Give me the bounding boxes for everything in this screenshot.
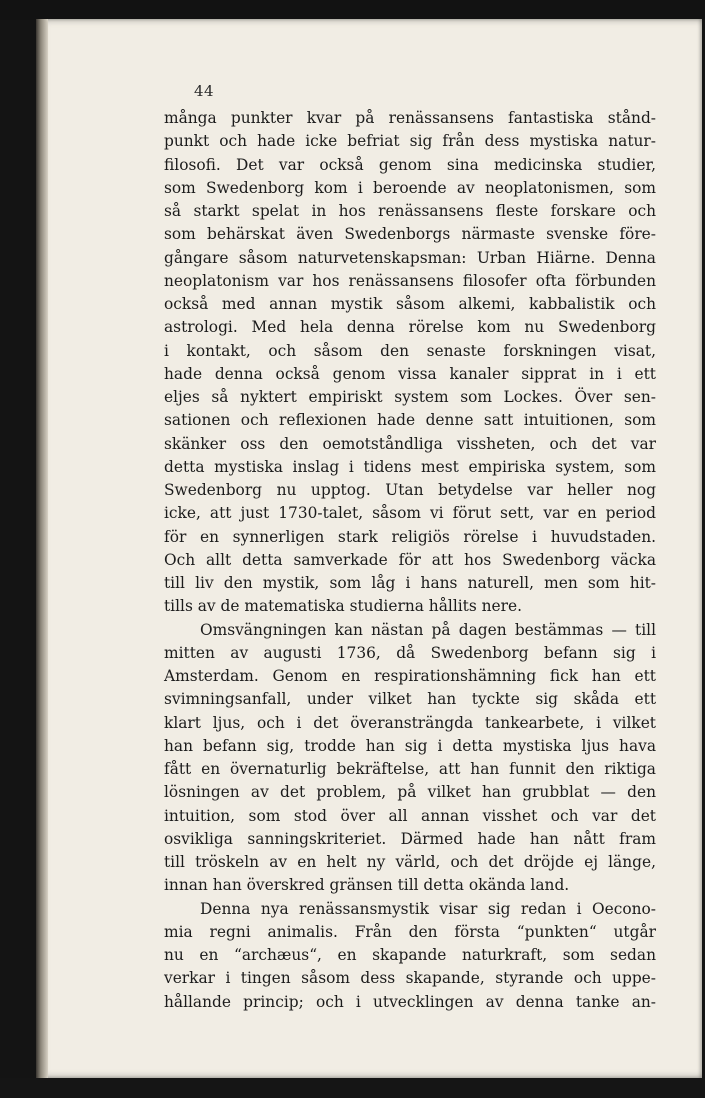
text-line: till liv den mystik, som låg i hans naturell, men som hit- (164, 574, 656, 592)
text-line: filosofi. Det var också genom sina medicinska studier, (164, 155, 656, 174)
text-line: hållande princip; och i utvecklingen av denna tanke an- (164, 992, 656, 1011)
page-gutter (36, 19, 48, 1078)
text-line: hade denna också genom vissa kanaler sipprat in i ett (164, 364, 656, 383)
text-line: många punkter kvar på renässansens fantastiska stånd- (164, 109, 656, 127)
scan-bottom-border (0, 1078, 705, 1098)
text-line: innan han överskred gränsen till detta okända land. (164, 876, 570, 895)
text-line: Swedenborg nu upptog. Utan betydelse var heller nog (164, 481, 656, 499)
text-line: lösningen av det problem, på vilket han grubblat — den (164, 783, 656, 802)
text-line: gångare såsom naturvetenskapsman: Urban Hiärne. Denna (164, 248, 656, 267)
text-line: astrologi. Med hela denna rörelse kom nu Swedenborg (164, 318, 656, 337)
text-line: han befann sig, trodde han sig i detta mystiska ljus hava (164, 736, 656, 755)
text-line: så starkt spelat in hos renässansens fleste forskare och (164, 202, 656, 220)
text-line: i kontakt, och såsom den senaste forskningen visat, (164, 341, 656, 360)
text-line: detta mystiska inslag i tidens mest empiriska system, som (164, 457, 656, 476)
text-line: icke, att just 1730-talet, såsom vi förut sett, var en period (164, 504, 656, 523)
text-line: svimningsanfall, under vilket han tyckte sig skåda ett (164, 690, 656, 709)
text-line: tills av de matematiska studierna hållits nere. (164, 597, 523, 616)
text-line: för en synnerligen stark religiös rörelse i huvudstaden. (164, 527, 656, 546)
text-line: skänker oss den oemotståndliga vissheten, och det var (164, 434, 656, 453)
text-line: intuition, som stod över all annan visshet och var det (164, 806, 656, 825)
text-line: verkar i tingen såsom dess skapande, styrande och uppe- (164, 969, 656, 988)
text-line: fått en övernaturlig bekräftelse, att han funnit den riktiga (164, 760, 656, 778)
text-line: också med annan mystik såsom alkemi, kabbalistik och (164, 295, 656, 313)
page-number: 44 (194, 82, 215, 100)
text-line: neoplatonism var hos renässansens filosofer ofta förbunden (164, 271, 656, 290)
text-line: Och allt detta samverkade för att hos Swedenborg väcka (164, 550, 656, 569)
text-line: osvikliga sanningskriteriet. Därmed hade han nått fram (164, 829, 656, 848)
text-line: Amsterdam. Genom en respirationshämning fick han ett (164, 667, 656, 685)
text-line: Omsvängningen kan nästan på dagen bestämmas — till (200, 620, 656, 639)
body-text (164, 107, 656, 1014)
text-line: till tröskeln av en helt ny värld, och det dröjde ej länge, (164, 853, 656, 871)
text-line: klart ljus, och i det överansträngda tankearbete, i vilket (164, 713, 656, 732)
text-line: nu en “archæus“, en skapande naturkraft, som sedan (164, 946, 656, 964)
text-line: mia regni animalis. Från den första “punkten“ utgår (164, 922, 656, 941)
text-line: som behärskat även Swedenborgs närmaste svenske före- (164, 225, 656, 244)
text-line: eljes så nyktert empiriskt system som Lockes. Över sen- (164, 388, 656, 406)
text-line: punkt och hade icke befriat sig från dess mystiska natur- (164, 132, 656, 151)
text-line: sationen och reflexionen hade denne satt intuitionen, som (164, 411, 656, 430)
text-line: mitten av augusti 1736, då Swedenborg befann sig i (164, 643, 656, 662)
text-line: Denna nya renässansmystik visar sig redan i Oecono- (200, 899, 656, 918)
text-line: som Swedenborg kom i beroende av neoplatonismen, som (164, 178, 656, 197)
scan-top-border (0, 0, 705, 20)
